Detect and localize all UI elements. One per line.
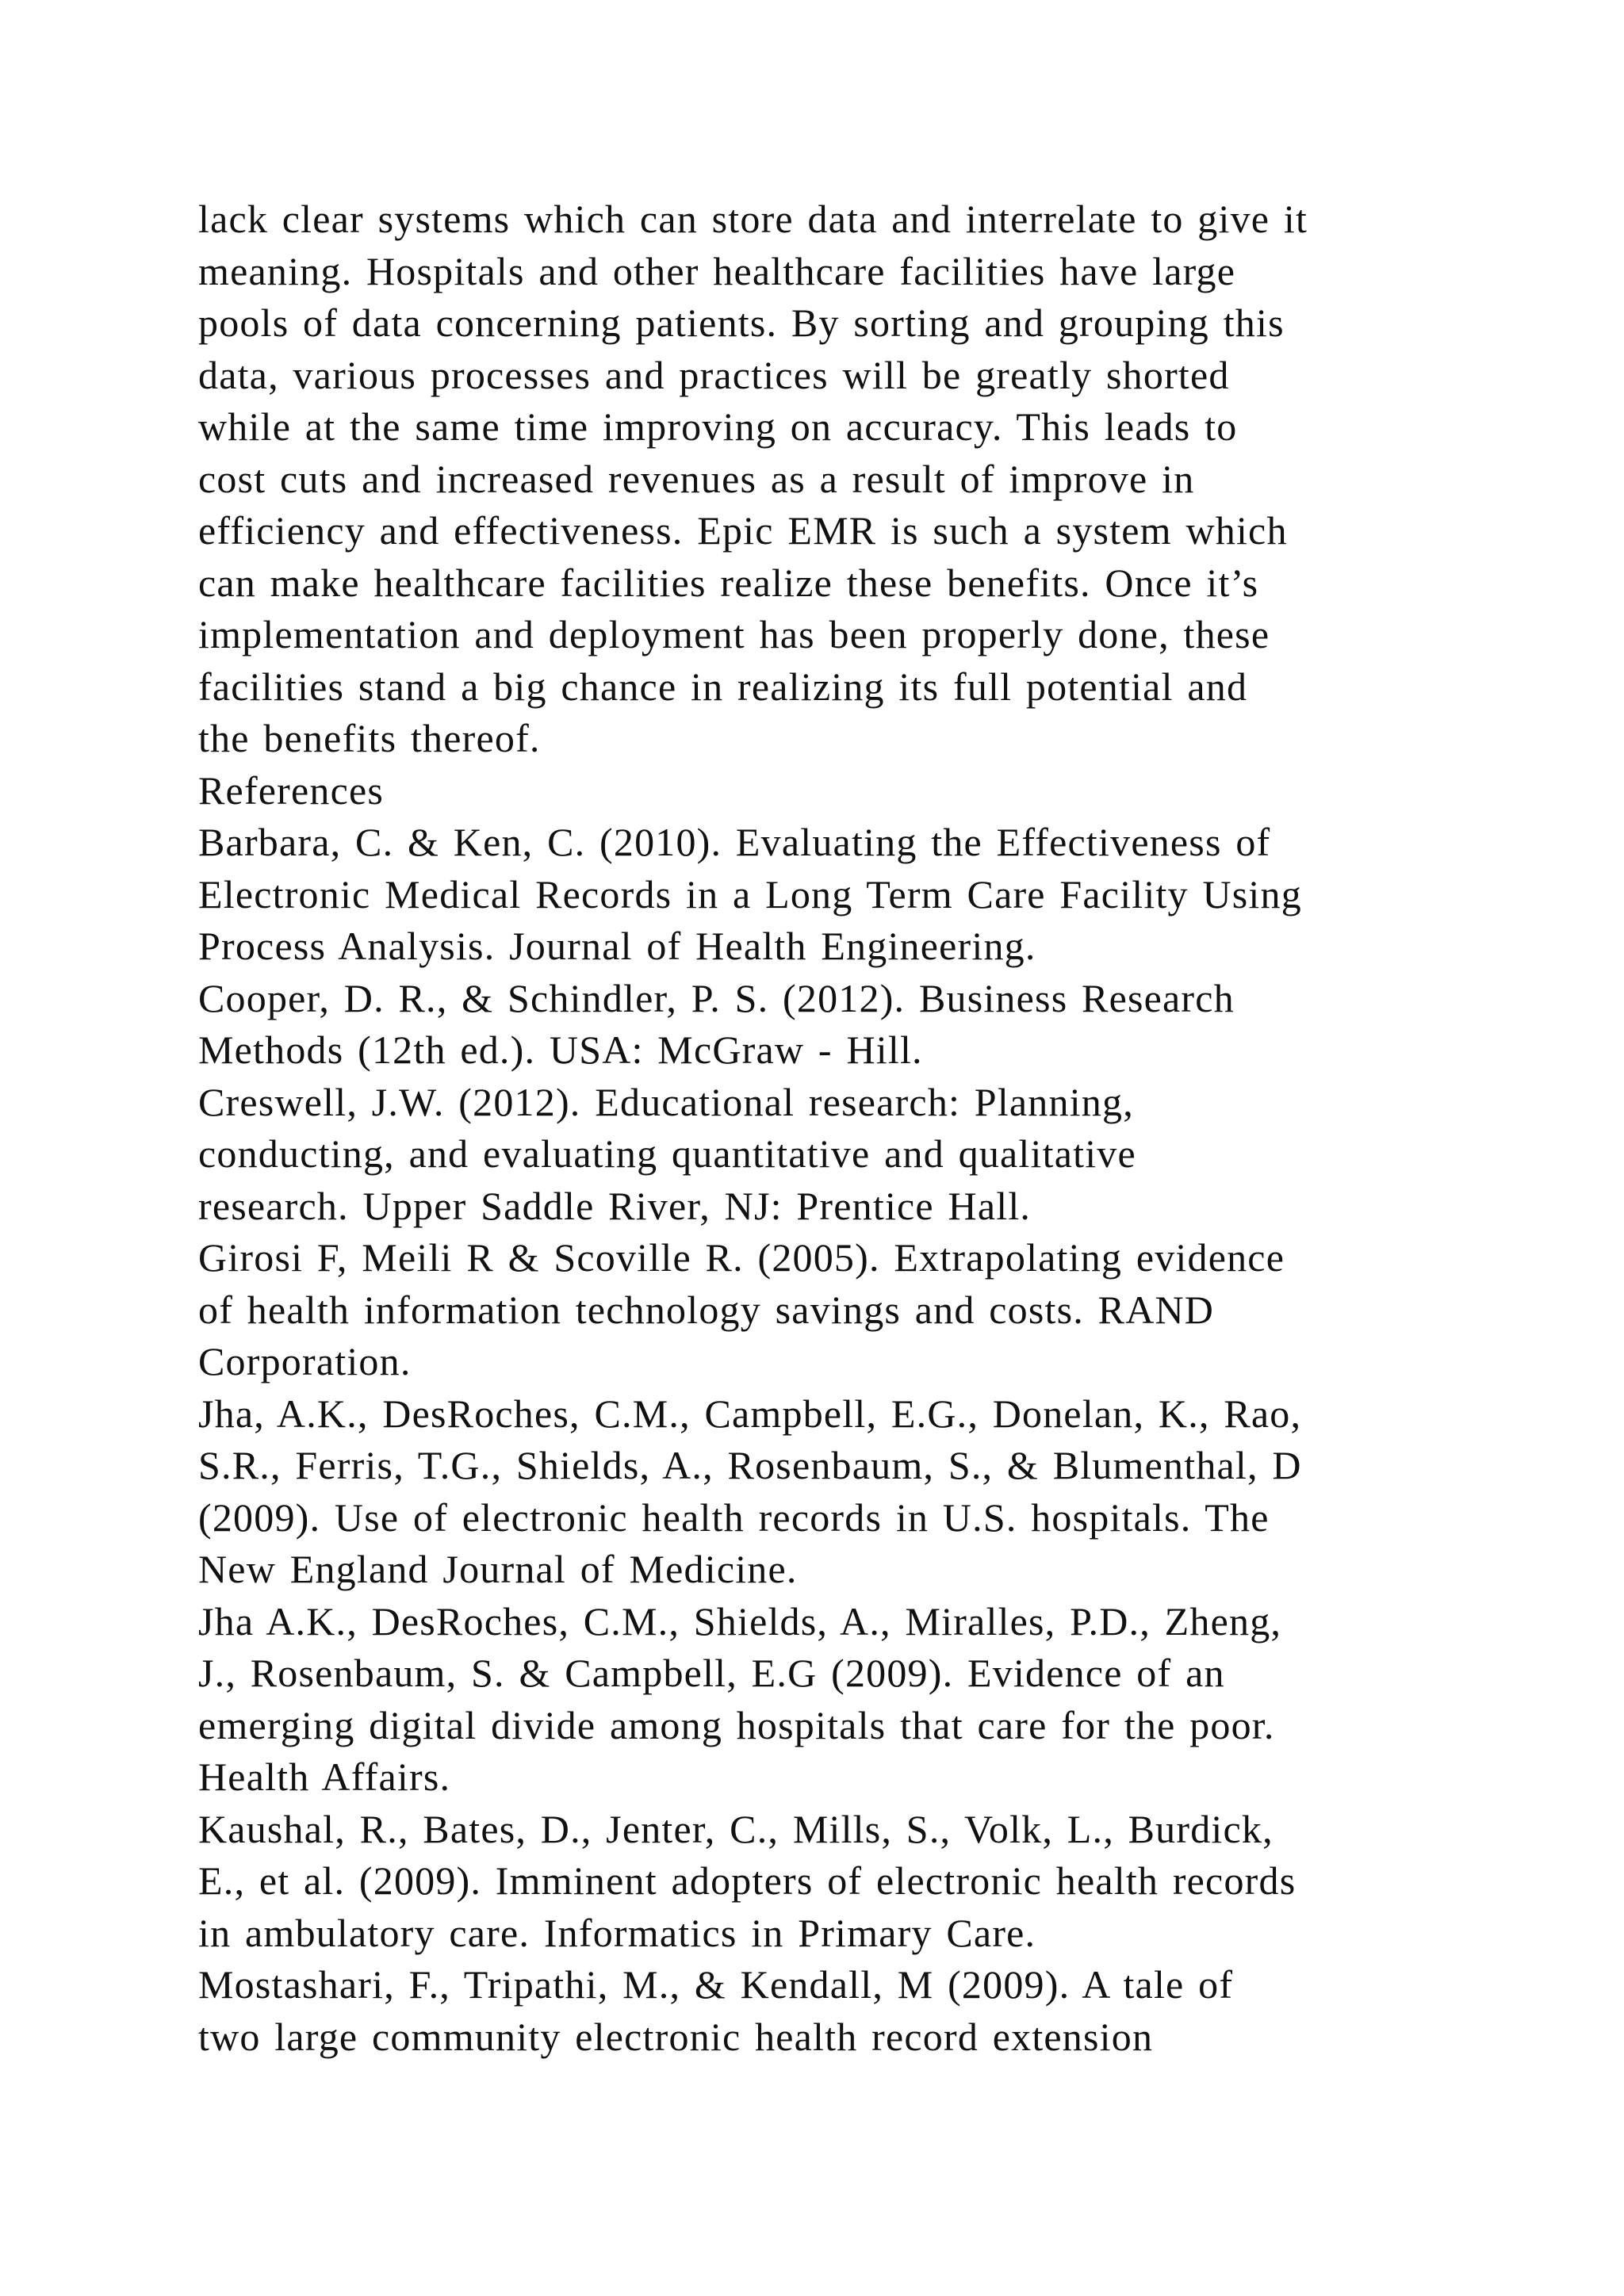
body-line: while at the same time improving on accuracy. This leads to xyxy=(198,404,1238,449)
reference-line: Kaushal, R., Bates, D., Jenter, C., Mills, S., Volk, L., Burdick, xyxy=(198,1806,1274,1851)
body-line: the benefits thereof. xyxy=(198,716,541,760)
reference-line: S.R., Ferris, T.G., Shields, A., Rosenbaum, S., & Blumenthal, D xyxy=(198,1443,1302,1487)
reference-line: New England Journal of Medicine. xyxy=(198,1547,798,1591)
reference-line: Barbara, C. & Ken, C. (2010). Evaluating the Effectiveness of xyxy=(198,820,1271,864)
reference-line: research. Upper Saddle River, NJ: Prentice Hall. xyxy=(198,1183,1032,1228)
reference-line: (2009). Use of electronic health records in U.S. hospitals. The xyxy=(198,1494,1270,1540)
reference-line: Health Affairs. xyxy=(198,1755,451,1799)
body-line: efficiency and effectiveness. Epic EMR is such a system which xyxy=(198,508,1288,553)
reference-line: Electronic Medical Records in a Long Term Care Facility Using xyxy=(198,871,1302,916)
reference-line: Process Analysis. Journal of Health Engineering. xyxy=(198,924,1036,968)
reference-line: Methods (12th ed.). USA: McGraw - Hill. xyxy=(198,1027,923,1072)
reference-line: emerging digital divide among hospitals that care for the poor. xyxy=(198,1702,1275,1747)
body-line: meaning. Hospitals and other healthcare facilities have large xyxy=(198,248,1236,293)
body-line: facilities stand a big chance in realizing its full potential and xyxy=(198,664,1248,709)
reference-line: Jha A.K., DesRoches, C.M., Shields, A., Miralles, P.D., Zheng, xyxy=(198,1598,1282,1644)
reference-line: two large community electronic health record extension xyxy=(198,2014,1154,2059)
reference-line: E., et al. (2009). Imminent adopters of electronic health records xyxy=(198,1858,1297,1903)
body-line: data, various processes and practices will be greatly shorted xyxy=(198,352,1230,397)
reference-line: J., Rosenbaum, S. & Campbell, E.G (2009). Evidence of an xyxy=(198,1651,1225,1695)
body-line: can make healthcare facilities realize these benefits. Once it’s xyxy=(198,560,1259,605)
references-heading: References xyxy=(198,767,385,813)
reference-line: Jha, A.K., DesRoches, C.M., Campbell, E.G., Donelan, K., Rao, xyxy=(198,1391,1302,1436)
reference-line: conducting, and evaluating quantitative and qualitative xyxy=(198,1131,1136,1176)
reference-line: of health information technology savings and costs. RAND xyxy=(198,1287,1215,1332)
reference-line: Cooper, D. R., & Schindler, P. S. (2012). Business Research xyxy=(198,975,1235,1020)
body-line: pools of data concerning patients. By sorting and grouping this xyxy=(198,300,1285,345)
reference-line: Mostashari, F., Tripathi, M., & Kendall, M (2009). A tale of xyxy=(198,1962,1234,2007)
document-text xyxy=(198,193,1435,2063)
reference-line: Creswell, J.W. (2012). Educational research: Planning, xyxy=(198,1079,1134,1124)
body-line: cost cuts and increased revenues as a result of improve in xyxy=(198,456,1195,501)
body-line: lack clear systems which can store data and interrelate to give it xyxy=(198,197,1308,241)
reference-line: Girosi F, Meili R & Scoville R. (2005). Extrapolating evidence xyxy=(198,1235,1285,1280)
reference-line: Corporation. xyxy=(198,1339,412,1383)
reference-line: in ambulatory care. Informatics in Primary Care. xyxy=(198,1910,1036,1955)
body-line: implementation and deployment has been properly done, these xyxy=(198,612,1270,656)
